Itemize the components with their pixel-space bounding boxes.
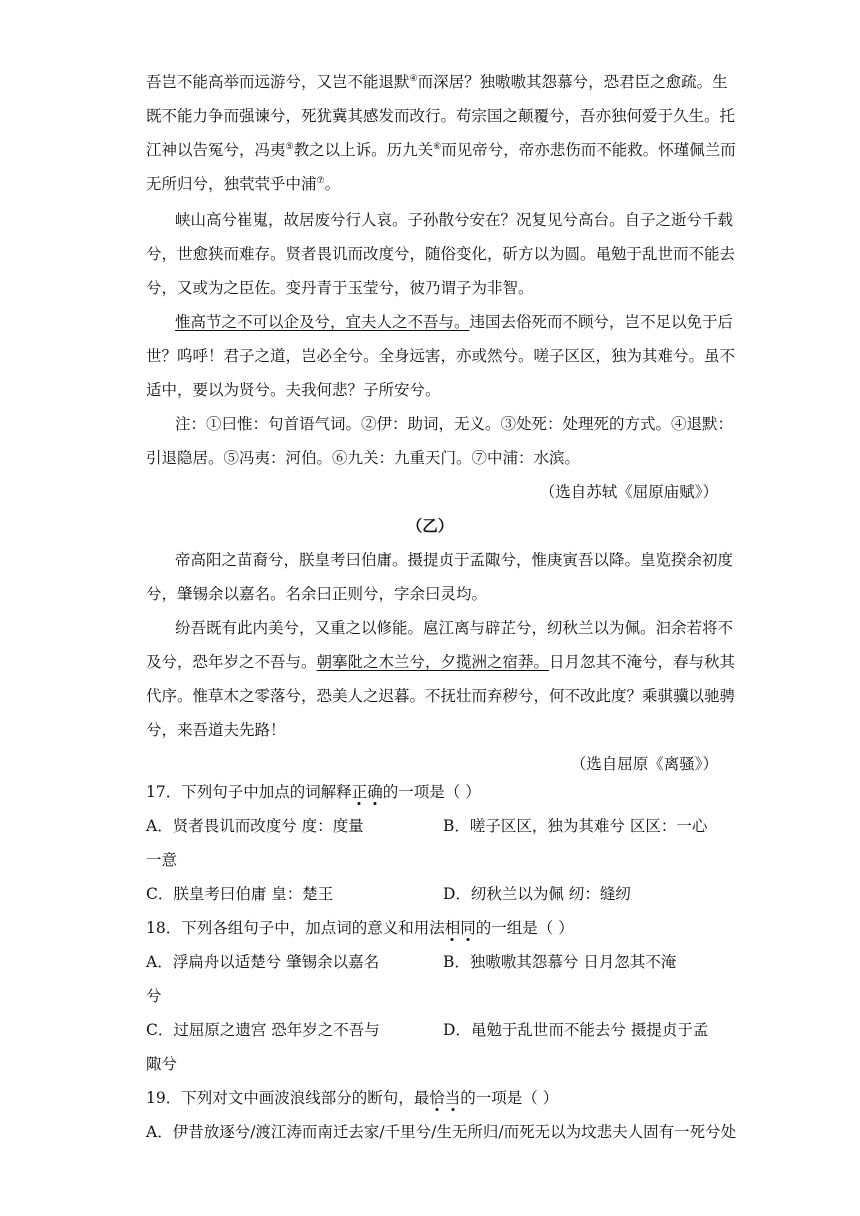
jia-p3-line-1: 惟高节之不可以企及兮，宜夫人之不吾与。违国去俗死而不顾兮，岂不足以免于后	[175, 313, 734, 331]
yi-p2-line-2: 及兮，恐年岁之不吾与。朝搴阰之木兰兮，夕揽洲之宿莽。日月忽其不淹兮，春与秋其	[146, 653, 736, 671]
jia-p2-line-3: 兮，又或为之臣佐。变丹青于玉莹兮，彼乃谓子为非智。	[146, 279, 534, 297]
q18-option-b: B．独嗷嗷其怨慕兮 日月忽其不淹	[443, 953, 677, 971]
jia-p3-line-3: 适中，要以为贤兮。夫我何悲？子所安兮。	[146, 381, 441, 399]
jia-p3-line-2: 世？呜呼！君子之道，岂必全兮。全身远害，亦或然兮。嗟子区区，独为其难兮。虽不	[146, 347, 736, 365]
yi-p2-line-4: 兮，来吾道夫先路！	[146, 721, 286, 739]
jia-p1-line-4: 无所归兮，独茕茕乎中浦⑦。	[146, 175, 341, 193]
q18-option-c: C．过屈原之遗宫 恐年岁之不吾与	[146, 1021, 380, 1039]
yi-p2-line-3: 代序。惟草木之零落兮，恐美人之迟暮。不抚壮而弃秽兮，何不改此度？乘骐骥以驰骋	[146, 687, 736, 705]
yi-heading: （乙）	[406, 516, 454, 535]
q17-option-b-cont: 一意	[146, 851, 178, 869]
q17-option-d: D．纫秋兰以为佩 纫：缝纫	[443, 885, 631, 903]
jia-p1-line-2: 既不能力争而强谏兮，死犹冀其感发而改行。苟宗国之颠覆兮，吾亦独何爱于久生。托	[146, 107, 736, 125]
q18-option-a: A．浮扁舟以适楚兮 肇锡余以嘉名	[146, 953, 380, 971]
q19-option-a: A．伊昔放逐兮/渡江涛而南迁去家/千里兮/生无所归/而死无以为坟悲夫人固有一死兮处	[146, 1123, 737, 1141]
q18-stem: 18．下列各组句子中，加点词的意义和用法相同的一组是（ ）	[146, 919, 574, 937]
jia-source: （选自苏轼《屈原庙赋》）	[539, 483, 718, 501]
q18-option-d-cont: 陬兮	[146, 1055, 178, 1073]
q17-option-b: B．嗟子区区，独为其难兮 区区：一心	[443, 817, 708, 835]
q17-option-c: C．朕皇考曰伯庸 皇：楚王	[146, 885, 334, 903]
notes-line-2: 引退隐居。⑤冯夷：河伯。⑥九关：九重天门。⑦中浦：水滨。	[146, 449, 581, 467]
notes-line-1: 注：①曰惟：句首语气词。②伊：助词，无义。③处死：处理死的方式。④退默：	[175, 415, 734, 433]
yi-p2-line-1: 纷吾既有此内美兮，又重之以修能。扈江离与辟芷兮，纫秋兰以为佩。汩余若将不	[175, 619, 734, 637]
q17-option-a: A．贤者畏讥而改度兮 度：度量	[146, 817, 364, 835]
q19-stem: 19．下列对文中画波浪线部分的断句，最恰当的一项是（ ）	[146, 1089, 559, 1107]
q17-stem: 17．下列句子中加点的词解释正确的一项是（ ）	[146, 783, 481, 801]
yi-p1-line-2: 兮，肇锡余以嘉名。名余曰正则兮，字余曰灵均。	[146, 585, 488, 603]
q18-option-d: D．黾勉于乱世而不能去兮 摄提贞于孟	[443, 1021, 709, 1039]
underlined-sentence: 朝搴阰之木兰兮，夕揽洲之宿莽。	[316, 653, 550, 671]
yi-p1-line-1: 帝高阳之苗裔兮，朕皇考曰伯庸。摄提贞于孟陬兮，惟庚寅吾以降。皇览揆余初度	[175, 551, 734, 569]
q18-option-b-cont: 兮	[146, 987, 162, 1005]
underlined-sentence: 惟高节之不可以企及兮，宜夫人之不吾与。	[175, 313, 470, 331]
yi-source: （选自屈原《离骚》）	[570, 755, 718, 773]
jia-p1-line-3: 江神以告冤兮，冯夷⑤教之以上诉。历九关⑥而见帝兮，帝亦悲伤而不能救。怀瑾佩兰而	[146, 141, 736, 159]
jia-p2-line-2: 兮，世愈狭而难存。贤者畏讥而改度兮，随俗变化，斫方以为圆。黾勉于乱世而不能去	[146, 245, 736, 263]
jia-p2-line-1: 峡山高兮崔嵬，故居废兮行人哀。子孙散兮安在？况复见兮高台。自子之逝兮千载	[175, 211, 734, 229]
jia-p1-line-1: 吾岂不能高举而远游兮，又岂不能退默④而深居？独嗷嗷其怨慕兮，恐君臣之愈疏。生	[146, 73, 728, 91]
